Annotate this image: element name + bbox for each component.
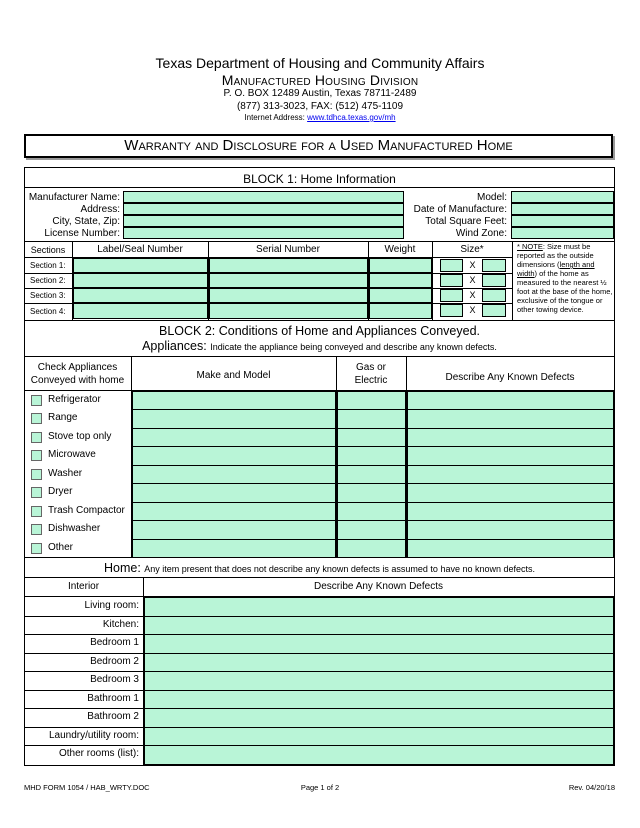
size-length-field-1[interactable]	[440, 259, 463, 272]
appliance-checkbox[interactable]	[31, 487, 42, 498]
divider	[24, 708, 144, 709]
divider	[24, 616, 144, 617]
gas-electric-header-2: Electric	[354, 375, 388, 386]
size-width-field-2[interactable]	[482, 274, 506, 287]
gas-electric-field[interactable]	[337, 446, 406, 465]
weight-field-2[interactable]	[369, 273, 432, 288]
make-model-field[interactable]	[132, 428, 336, 447]
agency-address: P. O. BOX 12489 Austin, Texas 78711-2489	[223, 88, 417, 99]
defects-field[interactable]	[407, 391, 614, 410]
make-model-field[interactable]	[132, 391, 336, 410]
divider	[24, 634, 144, 635]
section-3-label: Section 3:	[30, 291, 66, 300]
gas-electric-field[interactable]	[337, 520, 406, 539]
total-square-feet-field[interactable]	[511, 215, 614, 227]
divider	[24, 690, 144, 691]
room-defects-field[interactable]	[144, 671, 614, 691]
size-note: * NOTE: Size must be reported as the outside dimensions (length and width) of the home as measured to the nearest ½ foot at the base of the home, exclusive of the tongue or other towing device.	[517, 242, 613, 314]
divider	[24, 745, 144, 746]
divider	[24, 356, 615, 357]
label-seal-field-1[interactable]	[73, 258, 208, 273]
city-state-zip-field[interactable]	[123, 215, 404, 227]
divider	[512, 241, 513, 320]
website-link[interactable]: www.tdhca.texas.gov/mh	[307, 113, 396, 122]
defects-field[interactable]	[407, 539, 614, 558]
room-label: Bathroom 2	[87, 711, 139, 722]
gas-electric-field[interactable]	[337, 539, 406, 558]
appliance-checkbox[interactable]	[31, 524, 42, 535]
label-seal-header: Label/Seal Number	[97, 244, 183, 255]
appliance-checkbox[interactable]	[31, 395, 42, 406]
license-number-field[interactable]	[123, 227, 404, 239]
page-number: Page 1 of 2	[300, 783, 340, 792]
size-width-field-4[interactable]	[482, 304, 506, 317]
address-field[interactable]	[123, 203, 404, 215]
appliance-checkbox[interactable]	[31, 506, 42, 517]
weight-field-3[interactable]	[369, 288, 432, 303]
model-label: Model:	[476, 192, 507, 203]
serial-number-field-2[interactable]	[209, 273, 368, 288]
form-title: Warranty and Disclosure for a Used Manufactured Home	[24, 134, 613, 158]
wind-zone-field[interactable]	[511, 227, 614, 239]
room-defects-field[interactable]	[144, 616, 614, 636]
make-model-header: Make and Model	[196, 370, 271, 381]
room-label: Living room:	[84, 600, 139, 611]
room-defects-field[interactable]	[144, 690, 614, 710]
divider	[432, 241, 433, 320]
size-x-mark-3: X	[469, 290, 476, 300]
revision-date: Rev. 04/20/18	[568, 783, 615, 792]
divider	[24, 187, 615, 188]
license-number-label: License Number:	[44, 228, 120, 239]
divider	[24, 727, 144, 728]
room-label: Bedroom 3	[90, 674, 139, 685]
size-x-mark-1: X	[469, 260, 476, 270]
make-model-field[interactable]	[132, 465, 336, 484]
size-header: Size*	[460, 244, 484, 255]
size-length-field-3[interactable]	[440, 289, 463, 302]
appliance-checkbox[interactable]	[31, 450, 42, 461]
defects-field[interactable]	[407, 520, 614, 539]
room-label: Bathroom 1	[87, 692, 139, 704]
size-length-field-2[interactable]	[440, 274, 463, 287]
room-defects-field[interactable]	[144, 653, 614, 673]
defects-field[interactable]	[407, 428, 614, 447]
label-seal-field-2[interactable]	[73, 273, 208, 288]
appliance-label: Other	[48, 541, 74, 553]
interior-header: Interior	[67, 581, 100, 592]
make-model-field[interactable]	[132, 539, 336, 558]
internet-address: Internet Address: www.tdhca.texas.gov/mh	[244, 113, 396, 122]
block1-title: BLOCK 1: Home Information	[243, 172, 396, 186]
date-of-manufacture-label: Date of Manufacture:	[413, 204, 507, 215]
wind-zone-label: Wind Zone:	[455, 228, 507, 239]
gas-electric-field[interactable]	[337, 428, 406, 447]
address-label: Address:	[80, 204, 120, 215]
total-square-feet-label: Total Square Feet:	[425, 216, 507, 227]
room-defects-field[interactable]	[144, 634, 614, 654]
defects-field[interactable]	[407, 409, 614, 428]
model-field[interactable]	[511, 191, 614, 203]
appliance-label: Refrigerator	[48, 394, 101, 405]
appliance-label: Dishwasher	[48, 523, 101, 535]
size-width-field-3[interactable]	[482, 289, 506, 302]
appliance-label: Range	[48, 412, 78, 424]
size-width-field-1[interactable]	[482, 259, 506, 272]
room-label: Laundry/utility room:	[48, 729, 139, 741]
appliance-checkbox[interactable]	[31, 469, 42, 480]
serial-number-field-4[interactable]	[209, 303, 368, 319]
make-model-field[interactable]	[132, 483, 336, 502]
agency-phone: (877) 313-3023, FAX: (512) 475-1109	[236, 101, 404, 112]
serial-number-header: Serial Number	[256, 244, 320, 255]
appliance-checkbox[interactable]	[31, 413, 42, 424]
weight-field-1[interactable]	[369, 258, 432, 273]
size-length-field-4[interactable]	[440, 304, 463, 317]
appliances-instruction: Appliances: Indicate the appliance being conveyed and describe any known defects.	[142, 339, 497, 353]
agency-name: Texas Department of Housing and Community Affairs	[155, 55, 485, 71]
appliance-label: Trash Compactor	[48, 504, 125, 516]
weight-header: Weight	[384, 244, 416, 255]
make-model-field[interactable]	[132, 409, 336, 428]
divider	[24, 671, 144, 672]
weight-field-4[interactable]	[369, 303, 432, 319]
room-label: Bedroom 1	[90, 637, 139, 648]
serial-number-field-1[interactable]	[209, 258, 368, 273]
form-id: MHD FORM 1054 / HAB_WRTY.DOC	[24, 783, 150, 792]
appliance-label: Washer	[48, 467, 83, 479]
room-defects-field[interactable]	[144, 745, 614, 765]
sections-header: Sections	[30, 245, 66, 255]
gas-electric-field[interactable]	[337, 465, 406, 484]
divider	[24, 557, 615, 558]
check-appliances-header-2: Conveyed with home	[30, 375, 125, 386]
make-model-field[interactable]	[132, 446, 336, 465]
section-4-label: Section 4:	[30, 307, 66, 316]
appliance-label: Dryer	[48, 486, 73, 498]
home-instruction: Home: Any item present that does not describe any known defects is assumed to have no known defects.	[103, 561, 536, 575]
room-label: Other rooms (list):	[58, 748, 139, 759]
room-defects-field[interactable]	[144, 727, 614, 747]
interior-defects-header: Describe Any Known Defects	[314, 581, 443, 592]
serial-number-field-3[interactable]	[209, 288, 368, 303]
gas-electric-field[interactable]	[337, 502, 406, 521]
size-x-mark-4: X	[469, 305, 476, 315]
label-seal-field-4[interactable]	[73, 303, 208, 319]
gas-electric-field[interactable]	[337, 483, 406, 502]
label-seal-field-3[interactable]	[73, 288, 208, 303]
divider	[24, 320, 615, 321]
make-model-field[interactable]	[132, 502, 336, 521]
divider	[24, 653, 144, 654]
block2-title: BLOCK 2: Conditions of Home and Appliances Conveyed.	[158, 324, 481, 338]
appliance-label: Stove top only	[48, 430, 112, 442]
room-label: Kitchen:	[102, 618, 139, 630]
defects-header: Describe Any Known Defects	[445, 372, 575, 383]
size-x-mark-2: X	[469, 275, 476, 285]
gas-electric-field[interactable]	[337, 409, 406, 428]
city-state-zip-label: City, State, Zip:	[52, 216, 120, 227]
check-appliances-header-1: Check Appliances	[37, 362, 118, 373]
divider	[24, 577, 615, 578]
appliance-checkbox[interactable]	[31, 543, 42, 554]
make-model-field[interactable]	[132, 520, 336, 539]
manufacturer-name-field[interactable]	[123, 191, 404, 203]
room-label: Bedroom 2	[90, 655, 139, 667]
defects-field[interactable]	[407, 483, 614, 502]
appliance-checkbox[interactable]	[31, 432, 42, 443]
section-2-label: Section 2:	[30, 276, 66, 285]
defects-field[interactable]	[407, 502, 614, 521]
defects-field[interactable]	[407, 446, 614, 465]
appliance-label: Microwave	[48, 449, 96, 461]
room-defects-field[interactable]	[144, 597, 614, 617]
gas-electric-field[interactable]	[337, 391, 406, 410]
manufacturer-name-label: Manufacturer Name:	[28, 192, 120, 203]
division-name: Manufactured Housing Division	[221, 72, 419, 88]
date-of-manufacture-field[interactable]	[511, 203, 614, 215]
gas-electric-header-1: Gas or	[355, 362, 386, 373]
room-defects-field[interactable]	[144, 708, 614, 728]
defects-field[interactable]	[407, 465, 614, 484]
section-1-label: Section 1:	[30, 261, 66, 270]
